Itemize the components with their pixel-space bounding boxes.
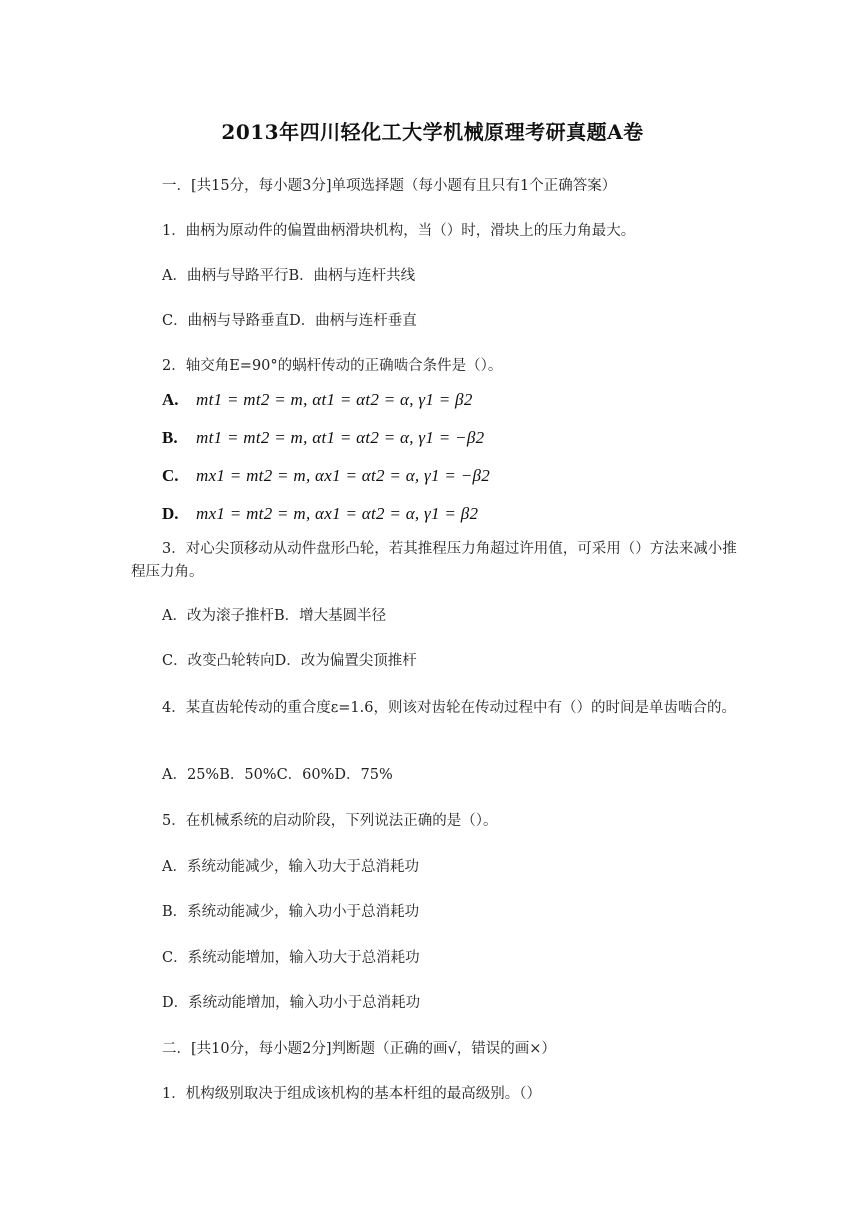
page-title: 2013年四川轻化工大学机械原理考研真题A卷 — [221, 120, 644, 144]
q2-option-b-formula: mt1 = mt2 = m, αt1 = αt2 = α, γ1 = −β2 — [196, 428, 485, 447]
q5-option-d: D．系统动能增加，输入功小于总消耗功 — [162, 995, 421, 1011]
q2-option-a-formula: mt1 = mt2 = m, αt1 = αt2 = α, γ1 = β2 — [196, 390, 473, 409]
q2-stem: 2．轴交角E=90°的蜗杆传动的正确啮合条件是（）。 — [162, 358, 503, 374]
q1-options-ab: A．曲柄与导路平行B．曲柄与连杆共线 — [162, 268, 416, 284]
q2-option-d-formula: mx1 = mt2 = m, αx1 = αt2 = α, γ1 = β2 — [196, 504, 479, 523]
q2-option-a-letter: A. — [162, 390, 179, 409]
q2-option-b-letter: B. — [162, 428, 178, 447]
section1-heading: 一．[共15分，每小题3分]单项选择题（每小题有且只有1个正确答案） — [162, 178, 617, 194]
q1-options-cd: C．曲柄与导路垂直D．曲柄与连杆垂直 — [162, 313, 417, 329]
q3-stem: 3．对心尖顶移动从动件盘形凸轮，若其推程压力角超过许用值，可采用（）方法来减小推程压力角。 — [131, 541, 737, 580]
q2-option-a — [162, 388, 473, 412]
s2-q1-stem: 1．机构级别取决于组成该机构的基本杆组的最高级别。（） — [162, 1086, 541, 1102]
q2-option-c-letter: C. — [162, 466, 179, 485]
q3-options-cd: C．改变凸轮转向D．改为偏置尖顶推杆 — [162, 653, 417, 669]
q4-options: A．25%B．50%C．60%D．75% — [162, 767, 393, 783]
q5-option-b: B．系统动能减少，输入功小于总消耗功 — [162, 904, 420, 920]
q2-option-d-letter: D. — [162, 504, 179, 523]
q5-option-c: C．系统动能增加，输入功大于总消耗功 — [162, 950, 420, 966]
q5-stem: 5．在机械系统的启动阶段，下列说法正确的是（）。 — [162, 813, 498, 829]
q2-option-d — [162, 502, 478, 526]
q1-stem: 1．曲柄为原动件的偏置曲柄滑块机构，当（）时，滑块上的压力角最大。 — [162, 223, 636, 239]
q2-option-b — [162, 426, 484, 450]
q5-option-a: A．系统动能减少，输入功大于总消耗功 — [162, 859, 419, 875]
section2-heading: 二．[共10分，每小题2分]判断题（正确的画√，错误的画×） — [162, 1041, 556, 1057]
q2-option-c — [162, 464, 490, 488]
q4-stem: 4．某直齿轮传动的重合度ε=1.6，则该对齿轮在传动过程中有（）的时间是单齿啮合的。 — [162, 700, 736, 716]
q3-options-ab: A．改为滚子推杆B．增大基圆半径 — [162, 608, 387, 624]
q2-option-c-formula: mx1 = mt2 = m, αx1 = αt2 = α, γ1 = −β2 — [196, 466, 491, 485]
